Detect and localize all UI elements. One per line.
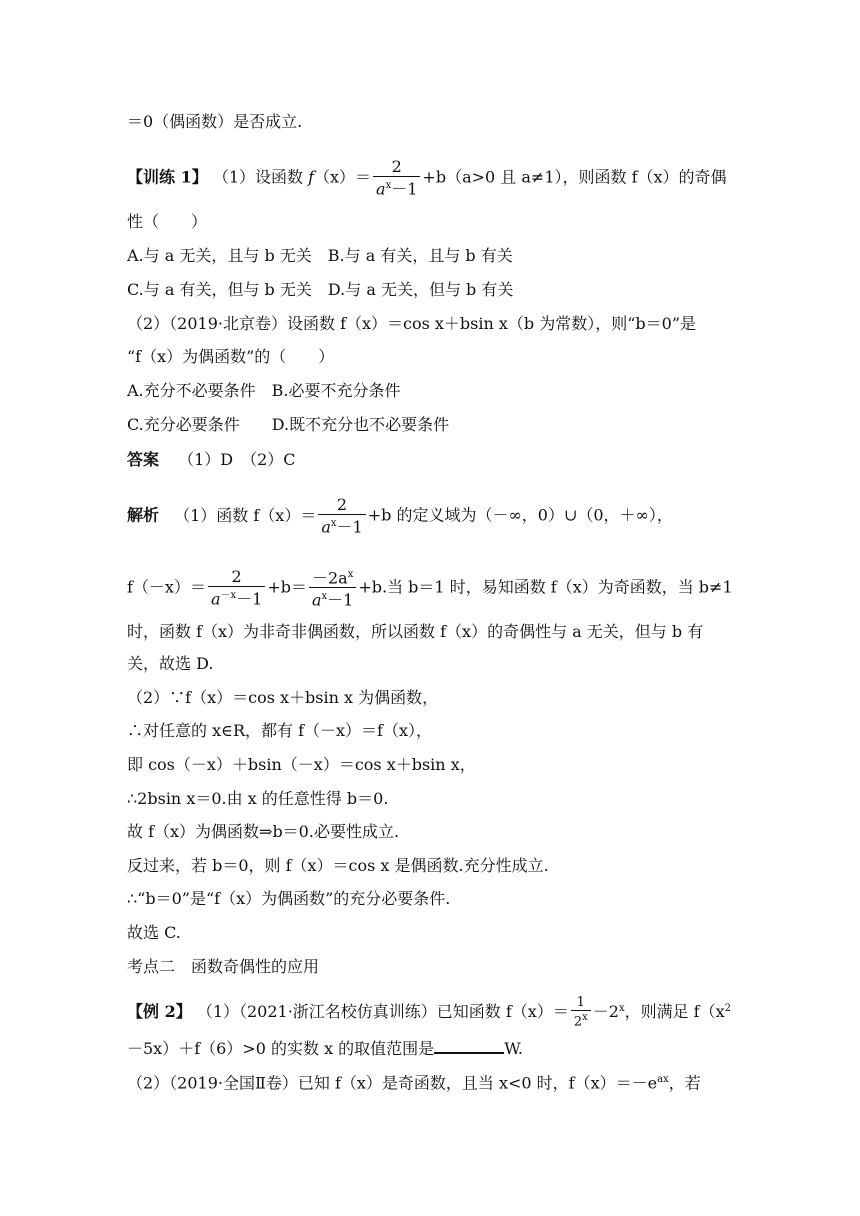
- text-line: ∴“b＝0”是“f（x）为偶函数”的充分必要条件.: [127, 889, 451, 908]
- example-2-line-3: （2）（2019·全国Ⅱ卷）已知 f（x）是奇函数，且当 x<0 时，$f(x)=-e^{ax}$，若: [127, 1073, 701, 1093]
- fraction: $\frac{-2a^x}{a^x-1}$: [309, 566, 356, 610]
- solution-tag: 解析: [127, 505, 160, 525]
- question-2: （2）（2019·北京卷）设函数 f（x）＝cos x＋bsin x（b 为常数），则“b＝0”是: [127, 314, 697, 333]
- answer-blank[interactable]: [434, 1036, 504, 1054]
- text-line: 故 f（x）为偶函数⇒b＝0.必要性成立.: [127, 822, 400, 841]
- example-2-line-1: 【例 2】 （1）（2021·浙江名校仿真训练）已知函数 f（x）＝ $\frac{1}{2^x}$ $-2^x$，则满足 $f(x^2$: [127, 995, 732, 1030]
- fraction: $\frac{2}{a^x-1}$: [318, 496, 365, 536]
- answer-tag: 答案: [127, 450, 160, 469]
- q2-options-ab: A.充分不必要条件 B.必要不充分条件: [127, 381, 401, 400]
- text-line: “f（x）为偶函数”的（ ）: [127, 347, 335, 366]
- options-cd: C.与 a 有关，但与 b 无关 D.与 a 无关，但与 b 有关: [127, 280, 514, 299]
- answer-line: 答案 （1）D （2）C: [127, 450, 296, 469]
- text-line: 故选 C.: [127, 923, 181, 942]
- section-heading: 考点二 函数奇偶性的应用: [127, 957, 320, 976]
- fraction: $\frac{2}{a^x-1}$: [373, 158, 420, 198]
- text-line: 时，函数 f（x）为非奇非偶函数，所以函数 f（x）的奇偶性与 a 无关，但与 b 有: [127, 622, 704, 641]
- options-ab: A.与 a 无关，且与 b 无关 B.与 a 有关，且与 b 有关: [127, 246, 513, 265]
- fraction: $\frac{1}{2^x}$: [571, 996, 591, 1029]
- text-line: ∴2bsin x＝0.由 x 的任意性得 b＝0.: [127, 789, 389, 808]
- example-tag: 【例 2】: [127, 1002, 192, 1022]
- text-line: ＝0（偶函数）是否成立.: [127, 112, 303, 131]
- example-2-line-2: －5x）＋f（6）>0 的实数 x 的取值范围是 W.: [127, 1036, 523, 1059]
- training-tag: 【训练 1】: [127, 167, 208, 187]
- q2-options-cd: C.充分必要条件 D.既不充分也不必要条件: [127, 415, 450, 434]
- text-line: 性（ ）: [127, 212, 208, 231]
- training-1-question: 【训练 1】 （1）设函数 f（x）＝ $\frac{2}{a^x-1}$ +b（a>0 且 a≠1），则函数 f（x）的奇偶: [127, 157, 727, 199]
- text-line: 关，故选 D.: [127, 654, 214, 673]
- text-line: 即 cos（－x）＋bsin（－x）＝cos x＋bsin x，: [127, 755, 476, 774]
- solution-line-2: f（－x）＝ $\frac{2}{a^{-x}-1}$ +b＝ $\frac{-2a^x}{a^x-1}$ +b.当 b＝1 时，易知函数 f（x）为奇函数，当 b≠1: [127, 566, 733, 610]
- solution-line-1: 解析 （1）函数 f（x）＝ $\frac{2}{a^x-1}$ +b 的定义域为（－∞，0）∪（0，＋∞），: [127, 495, 673, 537]
- text-line: （2）∵f（x）＝cos x＋bsin x 为偶函数，: [127, 688, 439, 707]
- fraction: $\frac{2}{a^{-x}-1}$: [208, 568, 265, 608]
- text-line: 反过来，若 b＝0，则 f（x）＝cos x 是偶函数.充分性成立.: [127, 856, 549, 875]
- text-line: ∴对任意的 x∈R，都有 f（－x）＝f（x），: [127, 721, 432, 740]
